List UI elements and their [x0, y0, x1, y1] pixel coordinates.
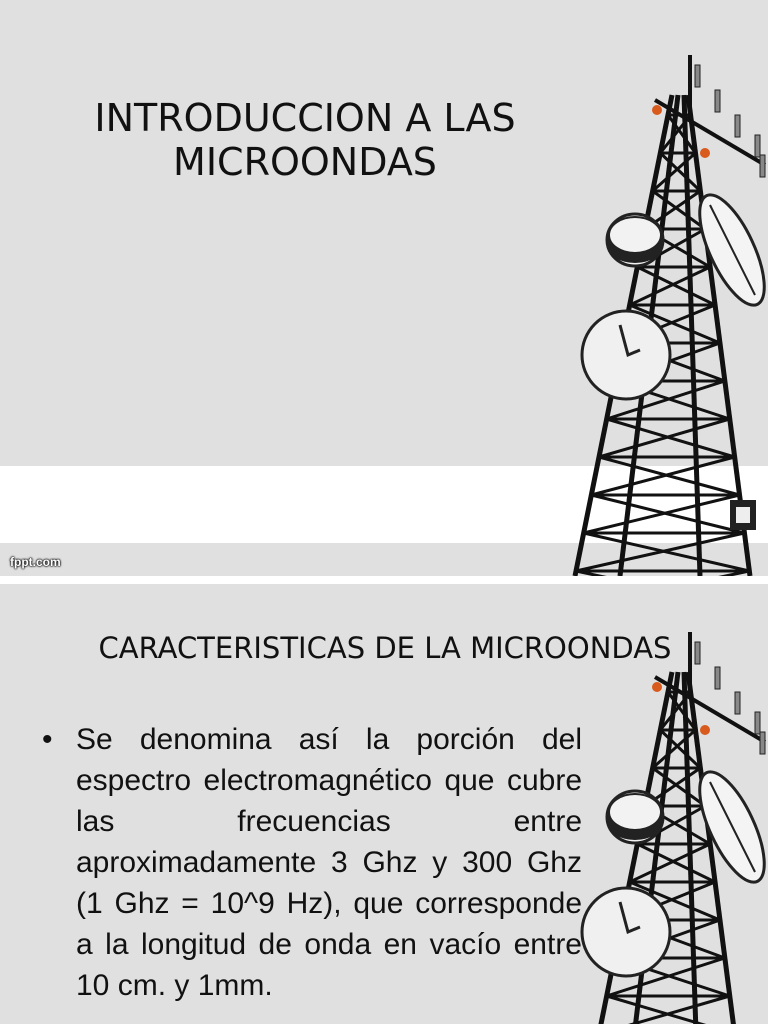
slide-2	[0, 584, 768, 1024]
tower-icon	[560, 632, 768, 1024]
bullet-list	[42, 719, 582, 1006]
tower-icon	[560, 55, 768, 576]
tower-drawing	[560, 55, 768, 576]
tower-drawing	[560, 632, 768, 1024]
bullet-text: Se denomina así la porción del espectro electromagnético que cubre las frecuencias entre aproximadamente 3 Ghz y 300 Ghz (1 Ghz = 10^9 Hz), que corresponde a la longitud de onda en vacío entre 10 cm. y 1mm.	[76, 723, 582, 1002]
title-line-1: INTRODUCCION A LAS	[94, 96, 516, 140]
fppt-logo: fppt.com	[10, 555, 61, 569]
slide-title: CARACTERISTICAS DE LA MICROONDAS	[98, 631, 672, 665]
bullet-item	[42, 719, 582, 1006]
slide-separator	[0, 576, 768, 584]
title-line-2: MICROONDAS	[173, 140, 437, 184]
slide-title	[60, 96, 550, 184]
bullet-dot-icon: •	[42, 723, 53, 756]
